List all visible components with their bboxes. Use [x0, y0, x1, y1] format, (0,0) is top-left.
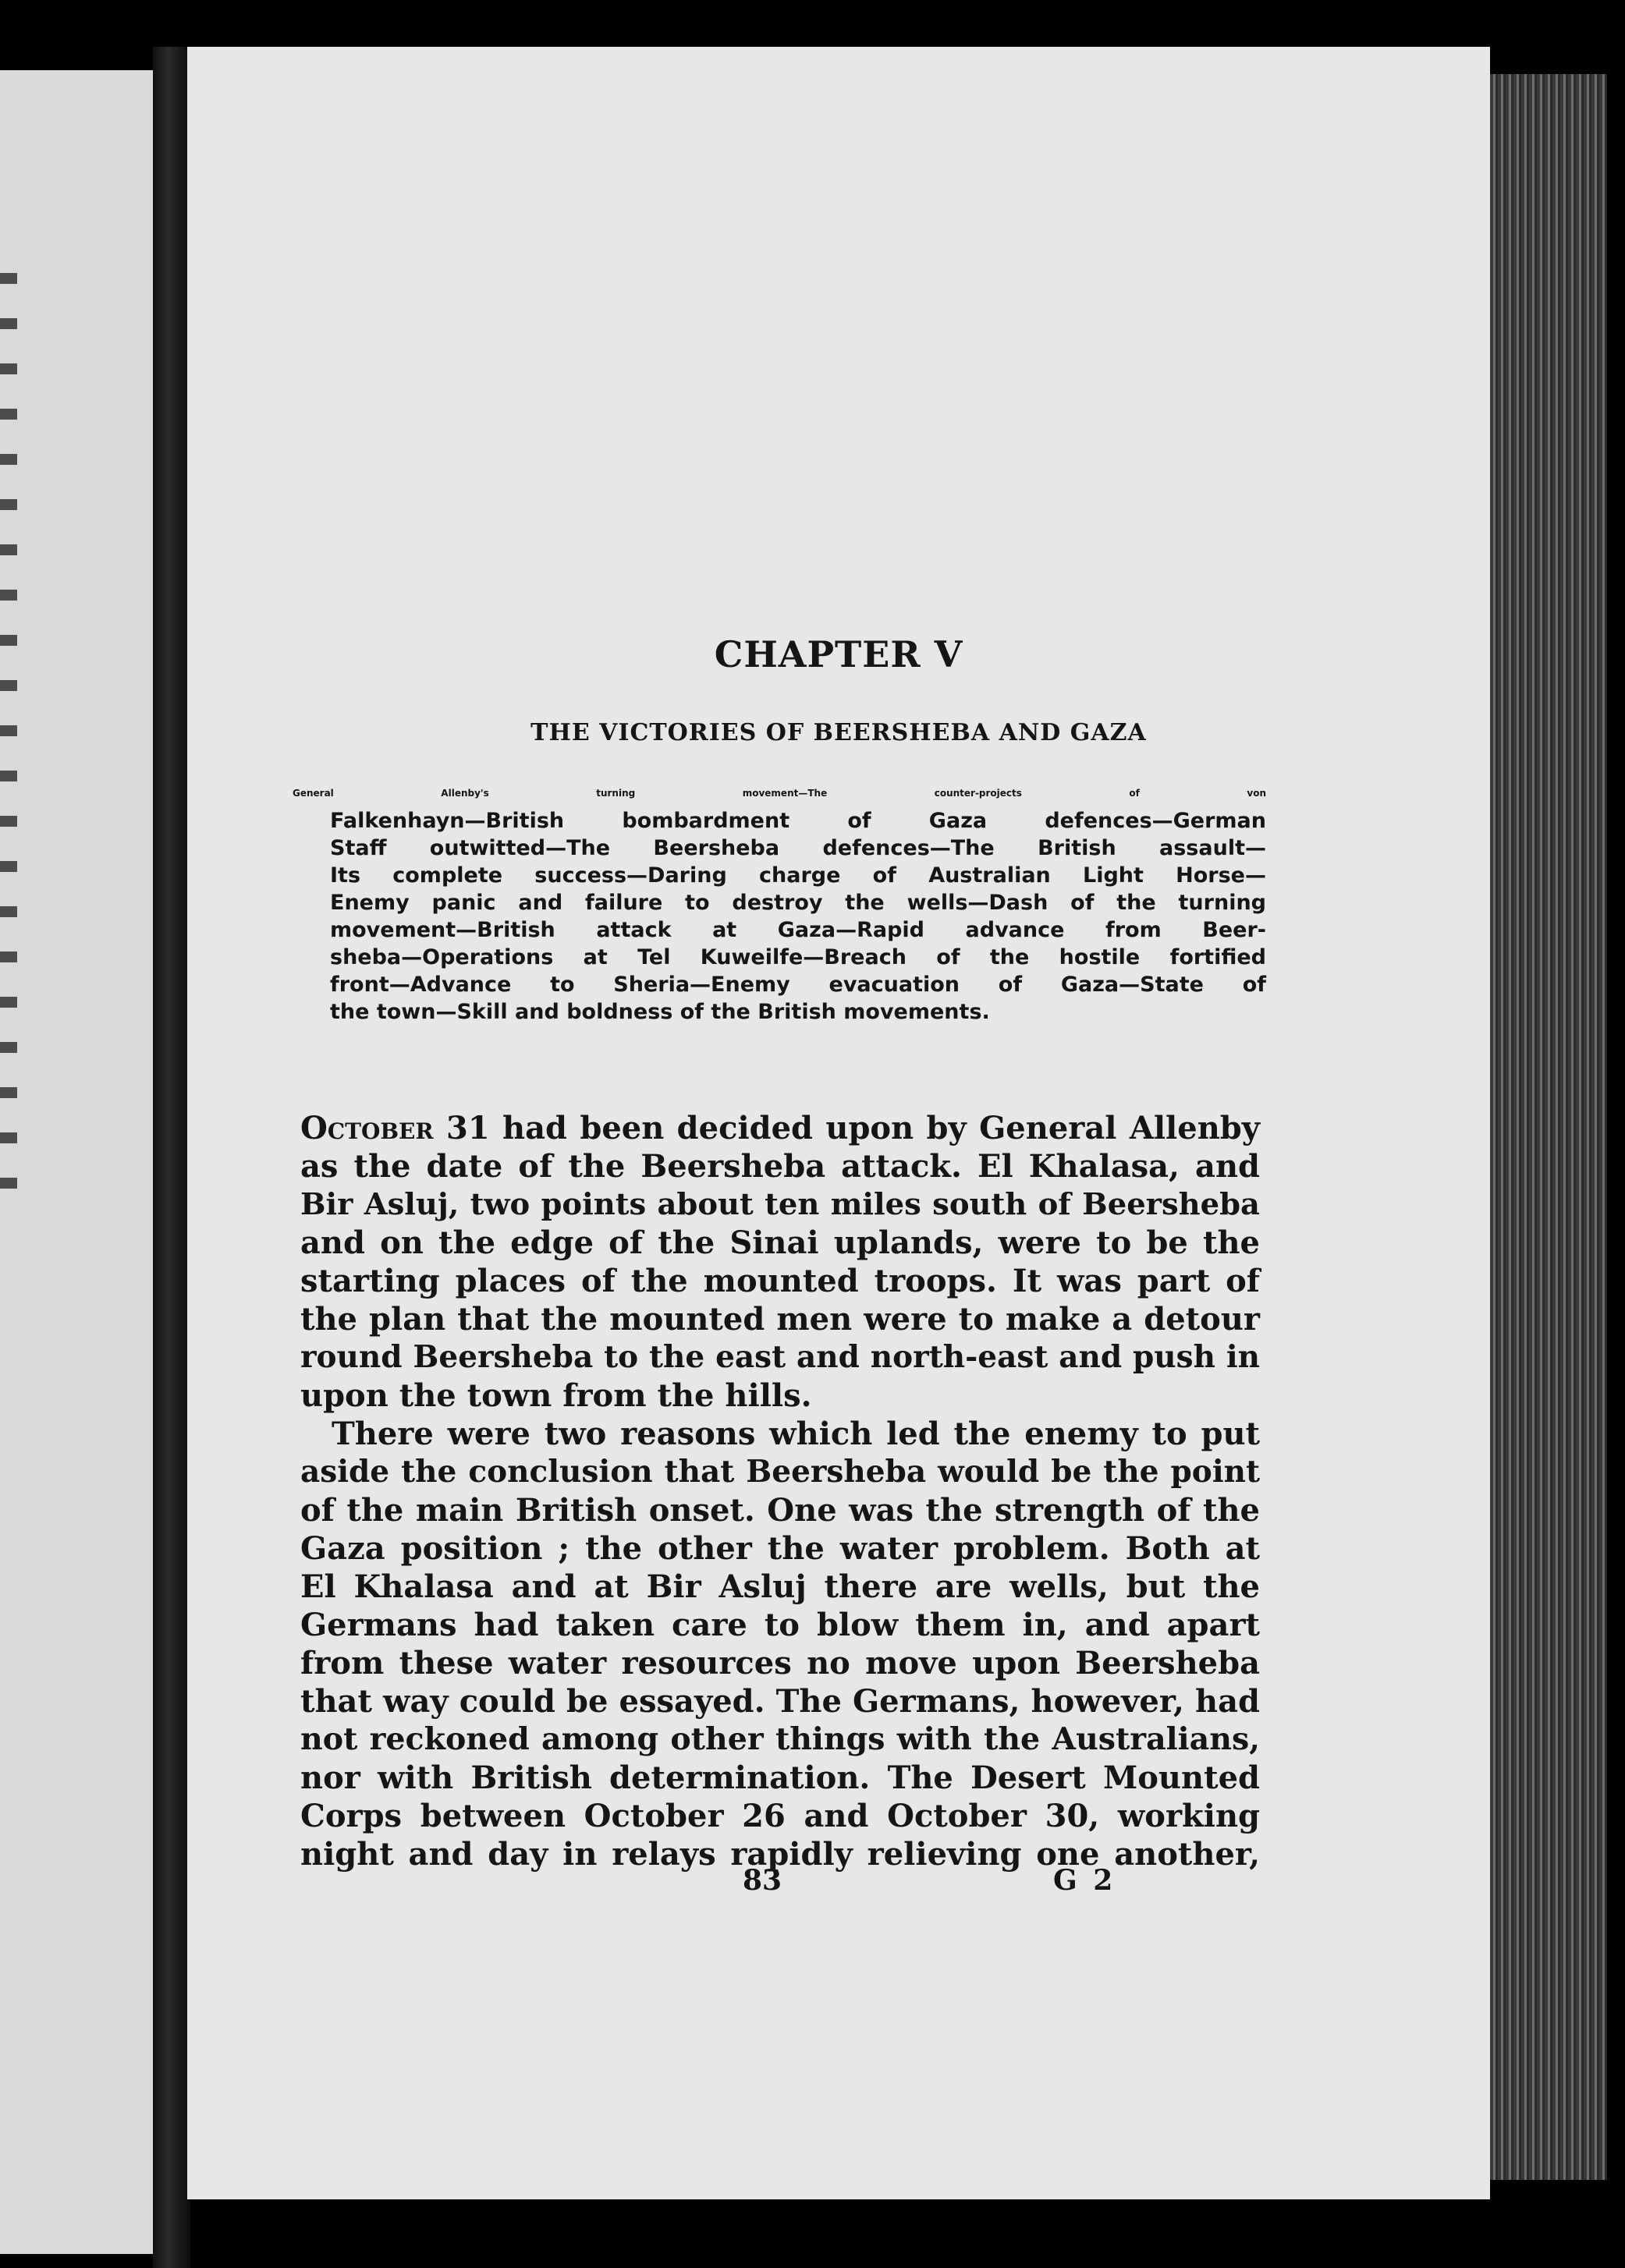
summary-line: front—Advance to Sheria—Enemy evacuation of Gaza—State of	[330, 973, 1266, 997]
body-line: aside the conclusion that Beersheba would be the point	[300, 1454, 1260, 1490]
signature-mark: G 2	[1053, 1864, 1116, 1897]
chapter-summary	[293, 780, 1266, 1026]
body-line: and on the edge of the Sinai uplands, were to be the	[300, 1224, 1260, 1261]
body-line: nor with British determination. The Desert Mounted	[300, 1759, 1260, 1796]
chapter-subtitle: THE VICTORIES OF BEERSHEBA AND GAZA	[530, 719, 1147, 746]
summary-line: Its complete success—Daring charge of Australian Light Horse—	[330, 863, 1266, 888]
summary-line: sheba—Operations at Tel Kuweilfe—Breach of the hostile fortified	[330, 945, 1266, 969]
body-line: El Khalasa and at Bir Asluj there are wells, but the	[300, 1568, 1260, 1605]
summary-line: General Allenby's turning movement—The counter-projects of von	[293, 788, 1266, 799]
book-fore-edge	[1490, 74, 1607, 2180]
body-text	[300, 1109, 1260, 1873]
previous-page-text-fragments	[0, 273, 17, 1209]
body-line: Gaza position ; the other the water problem. Both at	[300, 1530, 1260, 1567]
summary-line: Staff outwitted—The Beersheba defences—The British assault—	[330, 836, 1266, 860]
body-line: starting places of the mounted troops. It was part of	[300, 1263, 1260, 1299]
body-line: as the date of the Beersheba attack. El Khalasa, and	[300, 1148, 1260, 1185]
body-line: night and day in relays rapidly relieving one another,	[300, 1836, 1260, 1873]
body-line: October 31 had been decided upon by General Allenby	[300, 1110, 1260, 1146]
paragraph-2	[300, 1415, 1260, 1873]
previous-page-edge	[0, 70, 156, 2254]
body-line: round Beersheba to the east and north-east and push in	[300, 1339, 1260, 1375]
body-line: upon the town from the hills.	[300, 1377, 812, 1414]
body-line: Corps between October 26 and October 30, working	[300, 1798, 1260, 1834]
body-line: the plan that the mounted men were to make a detour	[300, 1301, 1260, 1338]
page-number: 83	[743, 1864, 782, 1897]
body-line: Germans had taken care to blow them in, and apart	[300, 1607, 1260, 1643]
body-line: not reckoned among other things with the Australians,	[300, 1721, 1260, 1757]
body-line: from these water resources no move upon Beersheba	[300, 1645, 1260, 1682]
summary-line: Enemy panic and failure to destroy the wells—Dash of the turning	[330, 891, 1266, 915]
body-line: There were two reasons which led the enemy to put	[332, 1416, 1260, 1452]
opening-word: October	[300, 1110, 434, 1146]
book-gutter	[153, 47, 190, 2268]
paragraph-1	[300, 1109, 1260, 1415]
summary-line: movement—British attack at Gaza—Rapid advance from Beer-	[330, 918, 1266, 942]
book-page	[187, 47, 1490, 2199]
chapter-title: CHAPTER V	[714, 633, 963, 675]
body-line: Bir Asluj, two points about ten miles south of Beersheba	[300, 1187, 1260, 1222]
summary-line: Falkenhayn—British bombardment of Gaza defences—German	[330, 809, 1266, 833]
body-line: of the main British onset. One was the strength of the	[300, 1492, 1260, 1529]
summary-line: the town—Skill and boldness of the British movements.	[330, 1000, 990, 1024]
body-line: that way could be essayed. The Germans, however, had	[300, 1683, 1260, 1720]
